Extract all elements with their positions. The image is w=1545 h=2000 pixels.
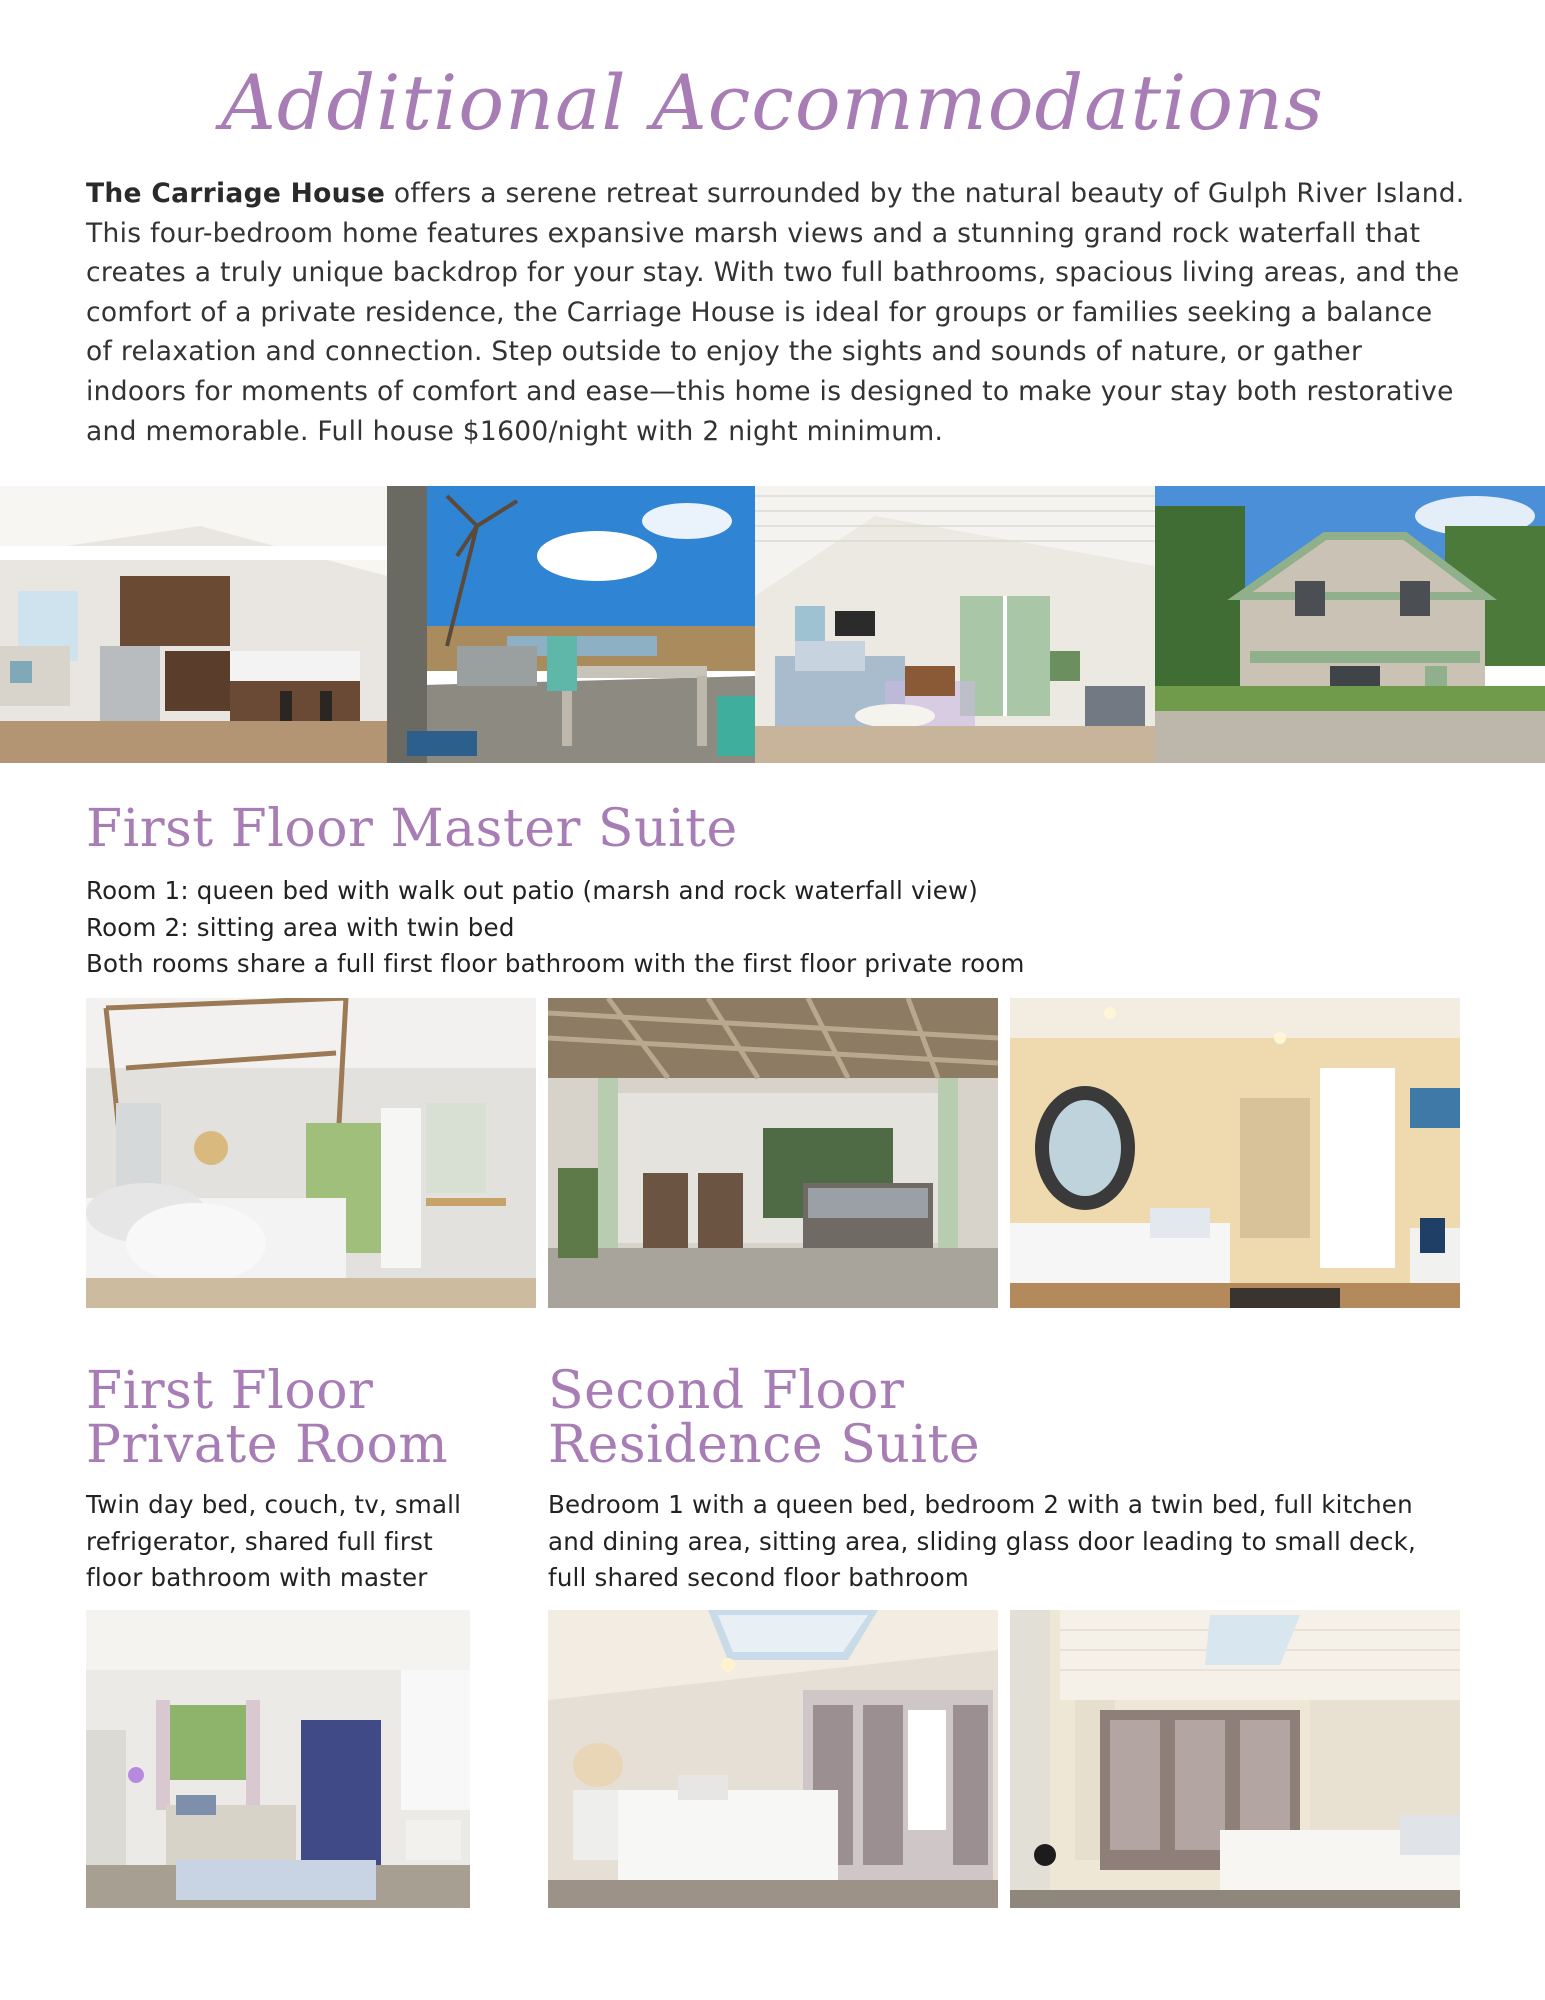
private-room-title-line: First Floor xyxy=(86,1361,374,1421)
twin-bed-second-floor-photo xyxy=(1010,1610,1460,1908)
master-suite-title: First Floor Master Suite xyxy=(86,799,738,859)
private-room-line: refrigerator, shared full first xyxy=(86,1526,433,1556)
house-exterior-photo xyxy=(1155,486,1545,763)
private-room-photo xyxy=(86,1610,470,1908)
private-room-title xyxy=(86,1361,449,1475)
intro-text: offers a serene retreat surrounded by the natural beauty of Gulph River Island. This four-bedroom home features expansive marsh views and a stunning grand rock waterfall that creates a truly unique backdrop for your stay. With two full bathrooms, spacious living areas, and the comfort of a private residence, the Carriage House is ideal for groups or families seeking a balance of relaxation and connection. Step outside to enjoy the sights and sounds of nature, or gather indoors for moments of comfort and ease—this home is designed to make your stay both restorative and memorable. Full house $1600/night with 2 night minimum. xyxy=(86,178,1465,447)
master-bedroom-photo xyxy=(86,998,536,1308)
residence-suite-title-line: Residence Suite xyxy=(548,1415,981,1475)
deck-photo xyxy=(387,486,755,763)
private-room-line: floor bathroom with master xyxy=(86,1563,428,1592)
residence-suite-title-line: Second Floor xyxy=(548,1361,905,1421)
private-room-description xyxy=(86,1487,461,1597)
master-suite-line: Both rooms share a full first floor bathroom with the first floor private room xyxy=(86,949,1025,978)
master-suite-description xyxy=(86,873,1025,983)
kitchen-photo xyxy=(0,486,387,763)
living-room-photo xyxy=(755,486,1155,763)
twin-bedroom-photo xyxy=(1010,998,1460,1308)
residence-suite-line: full shared second floor bathroom xyxy=(548,1563,969,1592)
residence-suite-description xyxy=(548,1487,1416,1597)
intro-lead: The Carriage House xyxy=(86,178,386,209)
master-suite-line: Room 1: queen bed with walk out patio (marsh and rock waterfall view) xyxy=(86,876,979,905)
queen-bedroom-photo xyxy=(548,1610,998,1908)
page-title: Additional Accommodations xyxy=(221,58,1324,147)
private-room-title-line: Private Room xyxy=(86,1415,449,1475)
residence-suite-line: and dining area, sitting area, sliding glass door leading to small deck, xyxy=(548,1526,1417,1556)
residence-suite-title xyxy=(548,1361,981,1475)
master-suite-line: Room 2: sitting area with twin bed xyxy=(86,912,515,942)
patio-photo xyxy=(548,998,998,1308)
residence-suite-line: Bedroom 1 with a queen bed, bedroom 2 with a twin bed, full kitchen xyxy=(548,1490,1413,1519)
intro-paragraph xyxy=(86,174,1466,451)
private-room-line: Twin day bed, couch, tv, small xyxy=(86,1490,462,1519)
